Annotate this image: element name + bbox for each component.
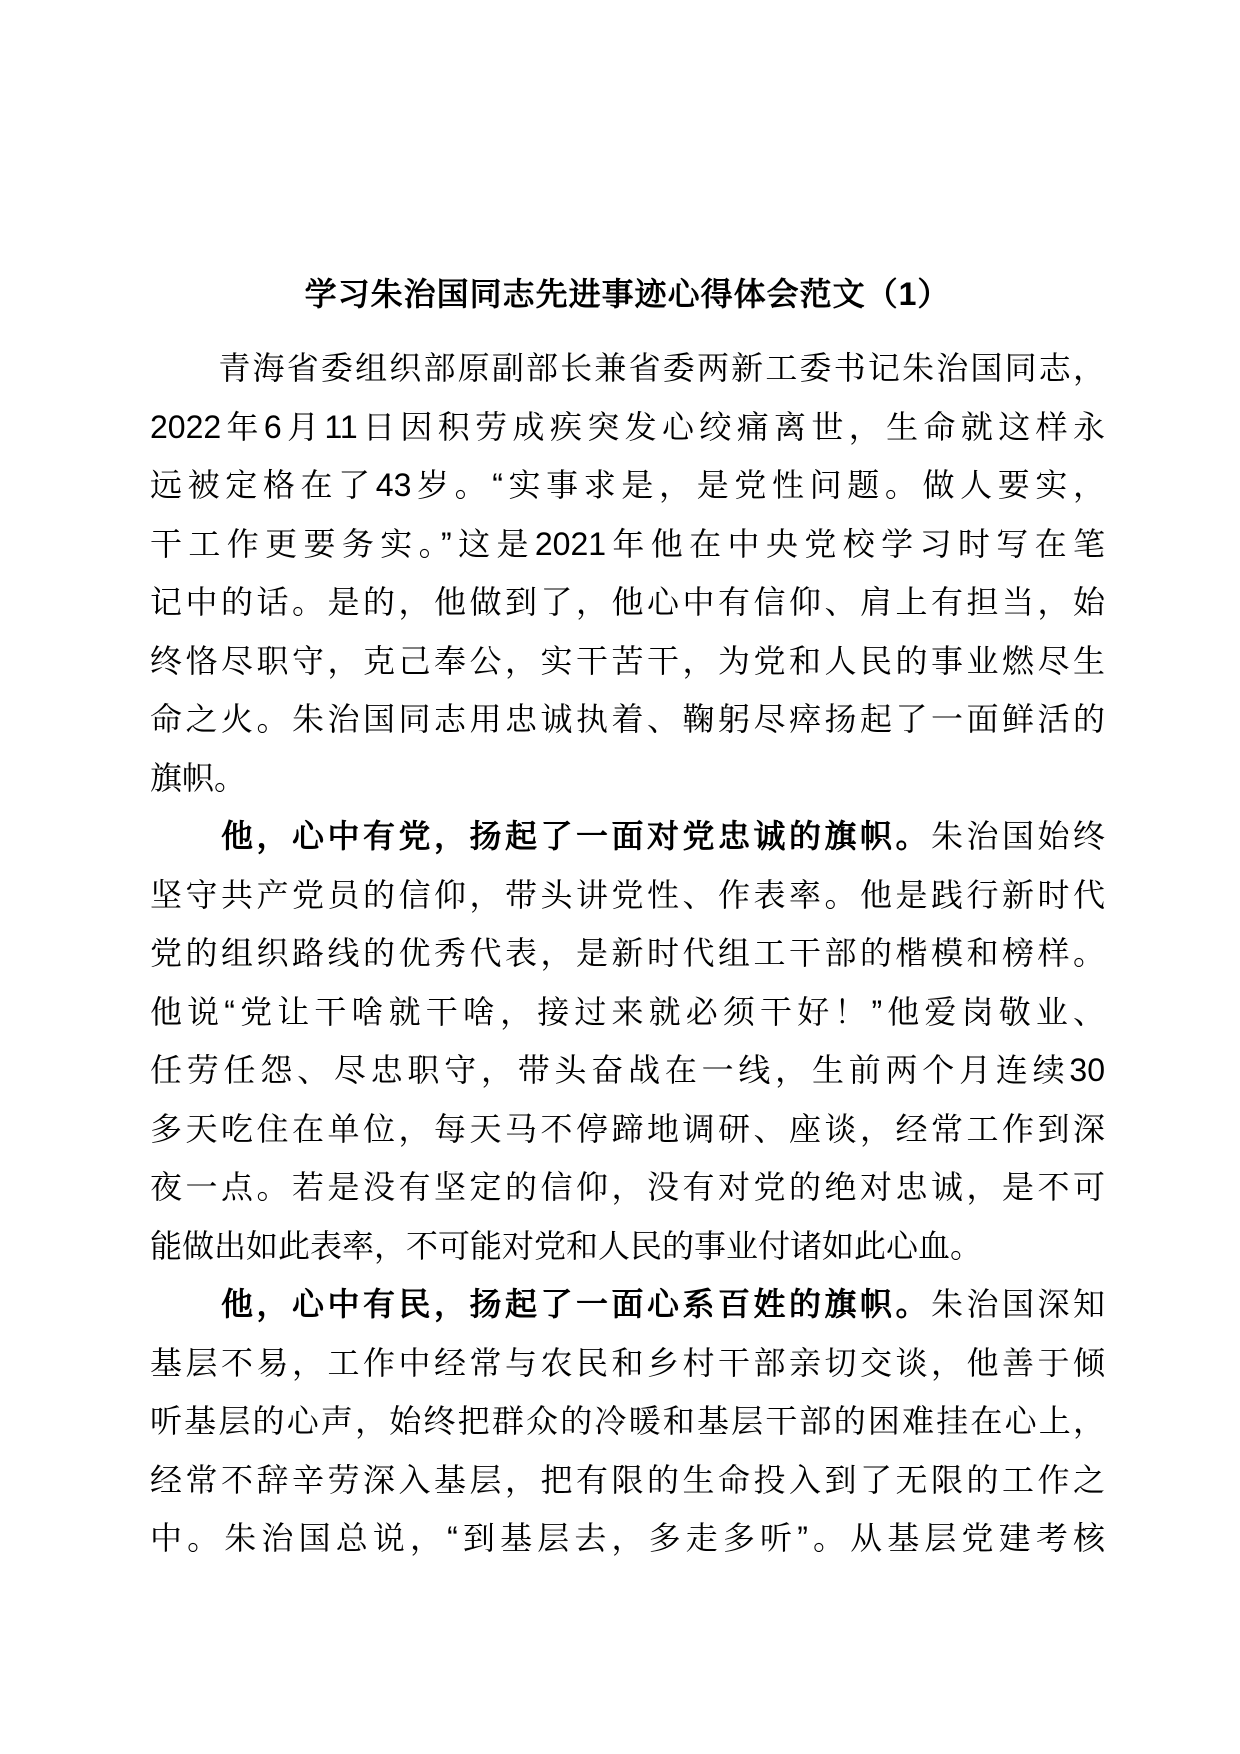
text-line bbox=[150, 573, 1105, 632]
text-run: 夜一点。若是没有坚定的信仰，没有对党的绝对忠诚，是不可 bbox=[150, 1169, 1105, 1205]
text-line bbox=[150, 807, 1105, 866]
text-line bbox=[150, 456, 1105, 515]
text-run: 青海省委组织部原副部长兼省委两新工委书记朱治国同志， bbox=[150, 350, 1105, 386]
text-line bbox=[150, 924, 1105, 983]
document-body bbox=[150, 339, 1105, 1568]
document-content bbox=[150, 265, 1105, 1568]
text-line bbox=[150, 1392, 1105, 1451]
text-run: 听基层的心声，始终把群众的冷暖和基层干部的困难挂在心上， bbox=[150, 1403, 1105, 1439]
text-line bbox=[150, 1509, 1105, 1568]
text-line bbox=[150, 1275, 1105, 1334]
text-run: 朱治国深知 bbox=[930, 1286, 1105, 1322]
text-run: 干工作更要务实。”这是2021年他在中央党校学习时写在笔 bbox=[150, 525, 1105, 562]
text-run: 坚守共产党员的信仰，带头讲党性、作表率。他是践行新时代 bbox=[150, 876, 1105, 913]
text-line bbox=[150, 1217, 1105, 1276]
text-run: 党的组织路线的优秀代表，是新时代组工干部的楷模和榜样。 bbox=[150, 935, 1105, 971]
text-line bbox=[150, 983, 1105, 1042]
text-line bbox=[150, 1041, 1105, 1100]
text-run: 旗帜。 bbox=[150, 759, 247, 796]
text-line bbox=[150, 866, 1105, 925]
text-run: 命之火。朱治国同志用忠诚执着、鞠躬尽瘁扬起了一面鲜活的 bbox=[150, 701, 1105, 737]
bold-lead-in: 他，心中有党，扬起了一面对党忠诚的旗帜。 bbox=[150, 818, 931, 854]
text-line bbox=[150, 515, 1105, 574]
text-run: 朱治国始终 bbox=[930, 818, 1105, 854]
text-run: 2022年6月11日因积劳成疾突发心绞痛离世，生命就这样永 bbox=[150, 408, 1105, 445]
text-line bbox=[150, 339, 1105, 398]
text-line bbox=[150, 749, 1105, 808]
text-line bbox=[150, 632, 1105, 691]
text-line bbox=[150, 1158, 1105, 1217]
text-run: 任劳任怨、尽忠职守，带头奋战在一线，生前两个月连续30 bbox=[150, 1052, 1105, 1088]
text-line bbox=[150, 690, 1105, 749]
text-run: 经常不辞辛劳深入基层，把有限的生命投入到了无限的工作之 bbox=[150, 1461, 1105, 1498]
text-run: 能做出如此表率，不可能对党和人民的事业付诸如此心血。 bbox=[150, 1227, 983, 1264]
text-run: 终恪尽职守，克己奉公，实干苦干，为党和人民的事业燃尽生 bbox=[150, 642, 1105, 679]
text-line bbox=[150, 1100, 1105, 1159]
text-run: 记中的话。是的，他做到了，他心中有信仰、肩上有担当，始 bbox=[150, 584, 1105, 620]
text-run: 多天吃住在单位，每天马不停蹄地调研、座谈，经常工作到深 bbox=[150, 1110, 1105, 1147]
text-line bbox=[150, 1451, 1105, 1510]
text-line bbox=[150, 1334, 1105, 1393]
text-run: 他说“党让干啥就干啥，接过来就必须干好！”他爱岗敬业、 bbox=[150, 993, 1105, 1030]
text-run: 远被定格在了43岁。“实事求是，是党性问题。做人要实， bbox=[150, 467, 1105, 503]
bold-lead-in: 他，心中有民，扬起了一面心系百姓的旗帜。 bbox=[150, 1286, 931, 1322]
text-run: 中。朱治国总说，“到基层去，多走多听”。从基层党建考核 bbox=[150, 1520, 1105, 1556]
text-run: 基层不易，工作中经常与农民和乡村干部亲切交谈，他善于倾 bbox=[150, 1344, 1105, 1381]
document-title: 学习朱治国同志先进事迹心得体会范文（1） bbox=[304, 276, 951, 312]
text-line bbox=[150, 398, 1105, 457]
